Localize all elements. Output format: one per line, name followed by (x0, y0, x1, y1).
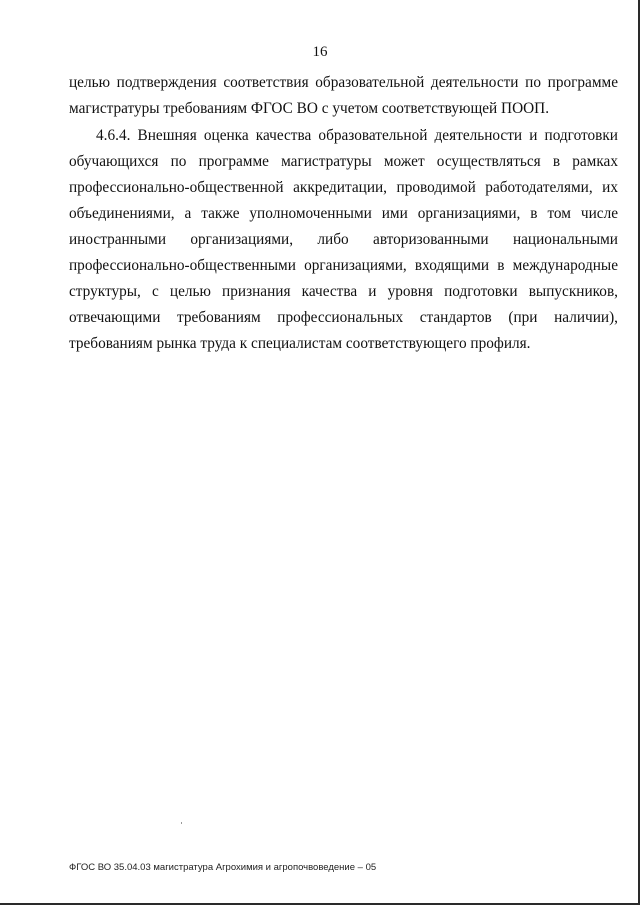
paragraph-4-6-4: 4.6.4. Внешняя оценка качества образовательной деятельности и подготовки обучающихся по программе магистратуры может осуществляться в рамках профессионально-общественной аккредитации, проводимой работодателями, их объединениями, а также уполномоченными ими организациями, в том числе иностранными организациями, либо авторизованными национальными профессионально-общественными организациями, входящими в международные структуры, с целью признания качества и уровня подготовки выпускников, отвечающими требованиям профессиональных стандартов (при наличии), требованиям рынка труда к специалистам соответствующего профиля. (69, 127, 618, 352)
body-text (69, 70, 618, 357)
page-number: 16 (312, 44, 328, 60)
scan-speck (181, 822, 182, 824)
document-footer: ФГОС ВО 35.04.03 магистратура Агрохимия и агропочвоведение – 05 (69, 862, 377, 873)
paragraph-continuation: целью подтверждения соответствия образовательной деятельности по программе магистратуры требованиям ФГОС ВО с учетом соответствующей ПООП. (69, 74, 618, 117)
